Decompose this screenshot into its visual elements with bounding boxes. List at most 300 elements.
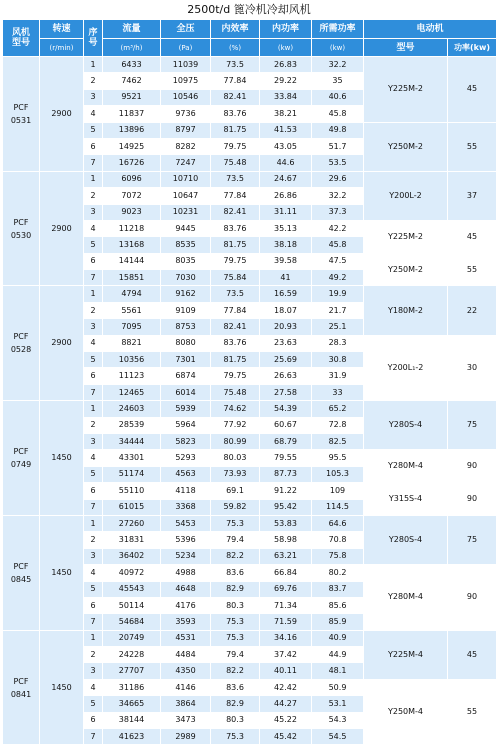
- seq-cell: 5: [84, 237, 103, 253]
- seq-cell: 1: [84, 515, 103, 531]
- flow-cell: 14144: [103, 253, 161, 269]
- req-power-cell: 44.9: [312, 647, 364, 663]
- flow-cell: 41623: [103, 729, 161, 745]
- pressure-cell: 10231: [161, 204, 211, 220]
- flow-cell: 61015: [103, 499, 161, 515]
- motor-model-cell: Y280M-4: [364, 450, 448, 483]
- seq-cell: 1: [84, 171, 103, 187]
- req-power-cell: 53.1: [312, 696, 364, 712]
- flow-cell: 54684: [103, 614, 161, 630]
- req-power-cell: 40.6: [312, 89, 364, 105]
- inner-power-cell: 39.58: [260, 253, 312, 269]
- inner-eff-cell: 75.48: [211, 384, 260, 400]
- inner-power-cell: 26.63: [260, 368, 312, 384]
- inner-power-cell: 91.22: [260, 483, 312, 499]
- req-power-cell: 40.9: [312, 630, 364, 646]
- inner-power-cell: 40.11: [260, 663, 312, 679]
- inner-eff-cell: 73.5: [211, 286, 260, 302]
- seq-cell: 7: [84, 270, 103, 286]
- pressure-cell: 4563: [161, 466, 211, 482]
- flow-cell: 27707: [103, 663, 161, 679]
- seq-cell: 4: [84, 679, 103, 695]
- motor-model-cell: Y280M-4: [364, 565, 448, 631]
- pressure-cell: 10546: [161, 89, 211, 105]
- pressure-cell: 4484: [161, 647, 211, 663]
- inner-eff-cell: 77.92: [211, 417, 260, 433]
- req-power-cell: 45.8: [312, 106, 364, 122]
- inner-eff-cell: 82.2: [211, 663, 260, 679]
- pressure-cell: 10710: [161, 171, 211, 187]
- motor-power-cell: 45: [448, 57, 497, 123]
- inner-eff-cell: 80.3: [211, 712, 260, 728]
- inner-eff-cell: 79.75: [211, 253, 260, 269]
- motor-power-cell: 90: [448, 565, 497, 631]
- inner-power-cell: 71.59: [260, 614, 312, 630]
- motor-model-cell: Y200L-2: [364, 171, 448, 220]
- flow-cell: 4794: [103, 286, 161, 302]
- table-row: [3, 57, 497, 73]
- inner-eff-cell: 80.03: [211, 450, 260, 466]
- inner-power-cell: 69.76: [260, 581, 312, 597]
- flow-cell: 11218: [103, 220, 161, 236]
- seq-cell: 2: [84, 532, 103, 548]
- pressure-cell: 5964: [161, 417, 211, 433]
- inner-eff-cell: 80.3: [211, 597, 260, 613]
- req-power-cell: 49.2: [312, 270, 364, 286]
- motor-power-cell: 75: [448, 515, 497, 564]
- pressure-cell: 5293: [161, 450, 211, 466]
- req-power-cell: 31.9: [312, 368, 364, 384]
- fan-model-cell: PCF 0530: [3, 171, 40, 286]
- speed-cell: 1450: [40, 515, 84, 630]
- inner-power-cell: 29.22: [260, 73, 312, 89]
- req-power-cell: 80.2: [312, 565, 364, 581]
- req-power-cell: 95.5: [312, 450, 364, 466]
- flow-cell: 28539: [103, 417, 161, 433]
- flow-cell: 6096: [103, 171, 161, 187]
- header-req-power-unit: (kw): [312, 39, 364, 57]
- pressure-cell: 10647: [161, 188, 211, 204]
- header-inner-eff-unit: (%): [211, 39, 260, 57]
- inner-power-cell: 38.21: [260, 106, 312, 122]
- flow-cell: 36402: [103, 548, 161, 564]
- motor-power-cell: 90: [448, 483, 497, 516]
- req-power-cell: 85.6: [312, 597, 364, 613]
- pressure-cell: 4648: [161, 581, 211, 597]
- fan-spec-table-container: [2, 19, 496, 745]
- inner-eff-cell: 82.2: [211, 548, 260, 564]
- inner-power-cell: 27.58: [260, 384, 312, 400]
- pressure-cell: 3864: [161, 696, 211, 712]
- inner-power-cell: 58.98: [260, 532, 312, 548]
- motor-model-cell: Y225M-4: [364, 630, 448, 679]
- flow-cell: 14925: [103, 138, 161, 154]
- inner-eff-cell: 79.75: [211, 138, 260, 154]
- pressure-cell: 11039: [161, 57, 211, 73]
- seq-cell: 6: [84, 597, 103, 613]
- motor-model-cell: Y225M-2: [364, 220, 448, 253]
- inner-eff-cell: 75.3: [211, 614, 260, 630]
- req-power-cell: 29.6: [312, 171, 364, 187]
- inner-power-cell: 16.59: [260, 286, 312, 302]
- flow-cell: 6433: [103, 57, 161, 73]
- inner-eff-cell: 77.84: [211, 302, 260, 318]
- inner-eff-cell: 73.93: [211, 466, 260, 482]
- seq-cell: 3: [84, 204, 103, 220]
- req-power-cell: 105.3: [312, 466, 364, 482]
- seq-cell: 7: [84, 384, 103, 400]
- motor-power-cell: 55: [448, 122, 497, 171]
- req-power-cell: 45.8: [312, 237, 364, 253]
- speed-cell: 2900: [40, 171, 84, 286]
- table-row: [3, 286, 497, 302]
- motor-power-cell: 55: [448, 253, 497, 286]
- seq-cell: 6: [84, 368, 103, 384]
- inner-eff-cell: 81.75: [211, 237, 260, 253]
- flow-cell: 40972: [103, 565, 161, 581]
- inner-eff-cell: 79.75: [211, 368, 260, 384]
- inner-eff-cell: 59.82: [211, 499, 260, 515]
- flow-cell: 8821: [103, 335, 161, 351]
- flow-cell: 34665: [103, 696, 161, 712]
- inner-power-cell: 45.42: [260, 729, 312, 745]
- inner-power-cell: 66.84: [260, 565, 312, 581]
- inner-eff-cell: 81.75: [211, 122, 260, 138]
- inner-power-cell: 71.34: [260, 597, 312, 613]
- flow-cell: 9023: [103, 204, 161, 220]
- seq-cell: 5: [84, 466, 103, 482]
- inner-power-cell: 33.84: [260, 89, 312, 105]
- req-power-cell: 49.8: [312, 122, 364, 138]
- seq-cell: 5: [84, 696, 103, 712]
- header-flow-unit: (m³/h): [103, 39, 161, 57]
- speed-cell: 1450: [40, 630, 84, 745]
- inner-eff-cell: 82.41: [211, 319, 260, 335]
- inner-power-cell: 60.67: [260, 417, 312, 433]
- flow-cell: 50114: [103, 597, 161, 613]
- seq-cell: 2: [84, 417, 103, 433]
- inner-eff-cell: 83.6: [211, 565, 260, 581]
- req-power-cell: 64.6: [312, 515, 364, 531]
- req-power-cell: 85.9: [312, 614, 364, 630]
- inner-power-cell: 68.79: [260, 433, 312, 449]
- inner-power-cell: 31.11: [260, 204, 312, 220]
- flow-cell: 34444: [103, 433, 161, 449]
- header-fan-model: 风机型号: [3, 20, 40, 57]
- req-power-cell: 54.3: [312, 712, 364, 728]
- inner-eff-cell: 82.41: [211, 204, 260, 220]
- req-power-cell: 35: [312, 73, 364, 89]
- seq-cell: 3: [84, 89, 103, 105]
- seq-cell: 6: [84, 712, 103, 728]
- pressure-cell: 8282: [161, 138, 211, 154]
- pressure-cell: 7247: [161, 155, 211, 171]
- req-power-cell: 21.7: [312, 302, 364, 318]
- req-power-cell: 48.1: [312, 663, 364, 679]
- motor-model-cell: Y280S-4: [364, 515, 448, 564]
- inner-eff-cell: 69.1: [211, 483, 260, 499]
- inner-power-cell: 24.67: [260, 171, 312, 187]
- pressure-cell: 8080: [161, 335, 211, 351]
- pressure-cell: 6014: [161, 384, 211, 400]
- pressure-cell: 8753: [161, 319, 211, 335]
- seq-cell: 1: [84, 57, 103, 73]
- inner-eff-cell: 73.5: [211, 171, 260, 187]
- seq-cell: 5: [84, 122, 103, 138]
- inner-power-cell: 26.83: [260, 57, 312, 73]
- flow-cell: 16726: [103, 155, 161, 171]
- seq-cell: 5: [84, 581, 103, 597]
- req-power-cell: 28.3: [312, 335, 364, 351]
- flow-cell: 13168: [103, 237, 161, 253]
- inner-power-cell: 54.39: [260, 401, 312, 417]
- inner-eff-cell: 81.75: [211, 352, 260, 368]
- motor-model-cell: Y315S-4: [364, 483, 448, 516]
- req-power-cell: 32.2: [312, 57, 364, 73]
- req-power-cell: 82.5: [312, 433, 364, 449]
- inner-eff-cell: 83.76: [211, 220, 260, 236]
- seq-cell: 4: [84, 565, 103, 581]
- flow-cell: 10356: [103, 352, 161, 368]
- flow-cell: 7095: [103, 319, 161, 335]
- inner-eff-cell: 82.9: [211, 581, 260, 597]
- inner-eff-cell: 83.76: [211, 335, 260, 351]
- seq-cell: 2: [84, 188, 103, 204]
- req-power-cell: 30.8: [312, 352, 364, 368]
- seq-cell: 3: [84, 319, 103, 335]
- pressure-cell: 4531: [161, 630, 211, 646]
- inner-eff-cell: 75.3: [211, 630, 260, 646]
- pressure-cell: 3473: [161, 712, 211, 728]
- pressure-cell: 6874: [161, 368, 211, 384]
- flow-cell: 9521: [103, 89, 161, 105]
- flow-cell: 43301: [103, 450, 161, 466]
- fan-model-cell: PCF 0845: [3, 515, 40, 630]
- header-motor-power: 功率(kw): [448, 39, 497, 57]
- seq-cell: 4: [84, 106, 103, 122]
- pressure-cell: 10975: [161, 73, 211, 89]
- pressure-cell: 8797: [161, 122, 211, 138]
- flow-cell: 38144: [103, 712, 161, 728]
- req-power-cell: 109: [312, 483, 364, 499]
- motor-power-cell: 37: [448, 171, 497, 220]
- header-motor-model: 型号: [364, 39, 448, 57]
- flow-cell: 13896: [103, 122, 161, 138]
- pressure-cell: 3368: [161, 499, 211, 515]
- pressure-cell: 5234: [161, 548, 211, 564]
- motor-model-cell: Y180M-2: [364, 286, 448, 335]
- seq-cell: 1: [84, 286, 103, 302]
- header-motor: 电动机: [364, 20, 497, 39]
- inner-power-cell: 25.69: [260, 352, 312, 368]
- seq-cell: 2: [84, 302, 103, 318]
- table-row: [3, 515, 497, 531]
- seq-cell: 3: [84, 433, 103, 449]
- pressure-cell: 4176: [161, 597, 211, 613]
- inner-eff-cell: 79.4: [211, 647, 260, 663]
- req-power-cell: 54.5: [312, 729, 364, 745]
- req-power-cell: 114.5: [312, 499, 364, 515]
- inner-power-cell: 87.73: [260, 466, 312, 482]
- fan-spec-table: [2, 19, 497, 745]
- inner-eff-cell: 80.99: [211, 433, 260, 449]
- req-power-cell: 42.2: [312, 220, 364, 236]
- header-speed-unit: (r/min): [40, 39, 84, 57]
- flow-cell: 5561: [103, 302, 161, 318]
- flow-cell: 12465: [103, 384, 161, 400]
- req-power-cell: 72.8: [312, 417, 364, 433]
- flow-cell: 55110: [103, 483, 161, 499]
- inner-eff-cell: 75.3: [211, 729, 260, 745]
- seq-cell: 4: [84, 220, 103, 236]
- table-body: [3, 57, 497, 745]
- req-power-cell: 53.5: [312, 155, 364, 171]
- inner-power-cell: 79.55: [260, 450, 312, 466]
- inner-eff-cell: 75.48: [211, 155, 260, 171]
- pressure-cell: 7030: [161, 270, 211, 286]
- motor-model-cell: Y225M-2: [364, 57, 448, 123]
- flow-cell: 7072: [103, 188, 161, 204]
- motor-model-cell: Y250M-4: [364, 679, 448, 745]
- flow-cell: 11123: [103, 368, 161, 384]
- speed-cell: 2900: [40, 286, 84, 401]
- req-power-cell: 25.1: [312, 319, 364, 335]
- motor-power-cell: 45: [448, 220, 497, 253]
- req-power-cell: 70.8: [312, 532, 364, 548]
- req-power-cell: 47.5: [312, 253, 364, 269]
- pressure-cell: 9736: [161, 106, 211, 122]
- motor-model-cell: Y250M-2: [364, 253, 448, 286]
- seq-cell: 2: [84, 73, 103, 89]
- inner-power-cell: 35.13: [260, 220, 312, 236]
- header-req-power: 所需功率: [312, 20, 364, 39]
- motor-power-cell: 22: [448, 286, 497, 335]
- inner-power-cell: 38.18: [260, 237, 312, 253]
- seq-cell: 7: [84, 729, 103, 745]
- inner-eff-cell: 75.3: [211, 515, 260, 531]
- header-seq: 序号: [84, 20, 103, 57]
- inner-power-cell: 95.42: [260, 499, 312, 515]
- inner-power-cell: 44.6: [260, 155, 312, 171]
- seq-cell: 1: [84, 401, 103, 417]
- seq-cell: 3: [84, 548, 103, 564]
- header-inner-power-unit: (kw): [260, 39, 312, 57]
- motor-power-cell: 30: [448, 335, 497, 401]
- pressure-cell: 4146: [161, 679, 211, 695]
- fan-model-cell: PCF 0749: [3, 401, 40, 516]
- pressure-cell: 9445: [161, 220, 211, 236]
- pressure-cell: 5453: [161, 515, 211, 531]
- inner-eff-cell: 77.84: [211, 188, 260, 204]
- req-power-cell: 75.8: [312, 548, 364, 564]
- inner-eff-cell: 74.62: [211, 401, 260, 417]
- header-pressure: 全压: [161, 20, 211, 39]
- pressure-cell: 3593: [161, 614, 211, 630]
- seq-cell: 1: [84, 630, 103, 646]
- inner-power-cell: 41: [260, 270, 312, 286]
- flow-cell: 20749: [103, 630, 161, 646]
- flow-cell: 24228: [103, 647, 161, 663]
- flow-cell: 27260: [103, 515, 161, 531]
- seq-cell: 6: [84, 138, 103, 154]
- req-power-cell: 65.2: [312, 401, 364, 417]
- req-power-cell: 33: [312, 384, 364, 400]
- seq-cell: 7: [84, 499, 103, 515]
- page-title: 2500t/d 篦冷机冷却风机: [187, 3, 311, 16]
- motor-power-cell: 55: [448, 679, 497, 745]
- req-power-cell: 32.2: [312, 188, 364, 204]
- inner-eff-cell: 82.9: [211, 696, 260, 712]
- inner-power-cell: 41.53: [260, 122, 312, 138]
- pressure-cell: 9109: [161, 302, 211, 318]
- table-row: [3, 171, 497, 187]
- inner-power-cell: 63.21: [260, 548, 312, 564]
- inner-power-cell: 18.07: [260, 302, 312, 318]
- inner-power-cell: 42.42: [260, 679, 312, 695]
- motor-model-cell: Y280S-4: [364, 401, 448, 450]
- pressure-cell: 5939: [161, 401, 211, 417]
- pressure-cell: 9162: [161, 286, 211, 302]
- seq-cell: 5: [84, 352, 103, 368]
- req-power-cell: 83.7: [312, 581, 364, 597]
- table-row: [3, 630, 497, 646]
- inner-power-cell: 44.27: [260, 696, 312, 712]
- inner-power-cell: 43.05: [260, 138, 312, 154]
- seq-cell: 3: [84, 663, 103, 679]
- flow-cell: 11837: [103, 106, 161, 122]
- flow-cell: 15851: [103, 270, 161, 286]
- inner-power-cell: 45.22: [260, 712, 312, 728]
- fan-model-cell: PCF 0531: [3, 57, 40, 172]
- motor-model-cell: Y250M-2: [364, 122, 448, 171]
- inner-power-cell: 34.16: [260, 630, 312, 646]
- inner-power-cell: 37.42: [260, 647, 312, 663]
- motor-power-cell: 90: [448, 450, 497, 483]
- table-row: [3, 401, 497, 417]
- inner-eff-cell: 75.84: [211, 270, 260, 286]
- inner-eff-cell: 73.5: [211, 57, 260, 73]
- seq-cell: 7: [84, 155, 103, 171]
- flow-cell: 45543: [103, 581, 161, 597]
- fan-model-cell: PCF 0528: [3, 286, 40, 401]
- header-pressure-unit: (Pa): [161, 39, 211, 57]
- pressure-cell: 8035: [161, 253, 211, 269]
- inner-power-cell: 26.86: [260, 188, 312, 204]
- inner-eff-cell: 83.76: [211, 106, 260, 122]
- pressure-cell: 5396: [161, 532, 211, 548]
- pressure-cell: 4350: [161, 663, 211, 679]
- flow-cell: 31831: [103, 532, 161, 548]
- seq-cell: 4: [84, 335, 103, 351]
- seq-cell: 6: [84, 253, 103, 269]
- req-power-cell: 50.9: [312, 679, 364, 695]
- inner-eff-cell: 79.4: [211, 532, 260, 548]
- header-inner-power: 内功率: [260, 20, 312, 39]
- motor-model-cell: Y200L₁-2: [364, 335, 448, 401]
- inner-eff-cell: 77.84: [211, 73, 260, 89]
- flow-cell: 7462: [103, 73, 161, 89]
- inner-power-cell: 53.83: [260, 515, 312, 531]
- flow-cell: 24603: [103, 401, 161, 417]
- motor-power-cell: 75: [448, 401, 497, 450]
- req-power-cell: 51.7: [312, 138, 364, 154]
- header-inner-eff: 内效率: [211, 20, 260, 39]
- header-flow: 流量: [103, 20, 161, 39]
- flow-cell: 51174: [103, 466, 161, 482]
- pressure-cell: 2989: [161, 729, 211, 745]
- req-power-cell: 19.9: [312, 286, 364, 302]
- speed-cell: 2900: [40, 57, 84, 172]
